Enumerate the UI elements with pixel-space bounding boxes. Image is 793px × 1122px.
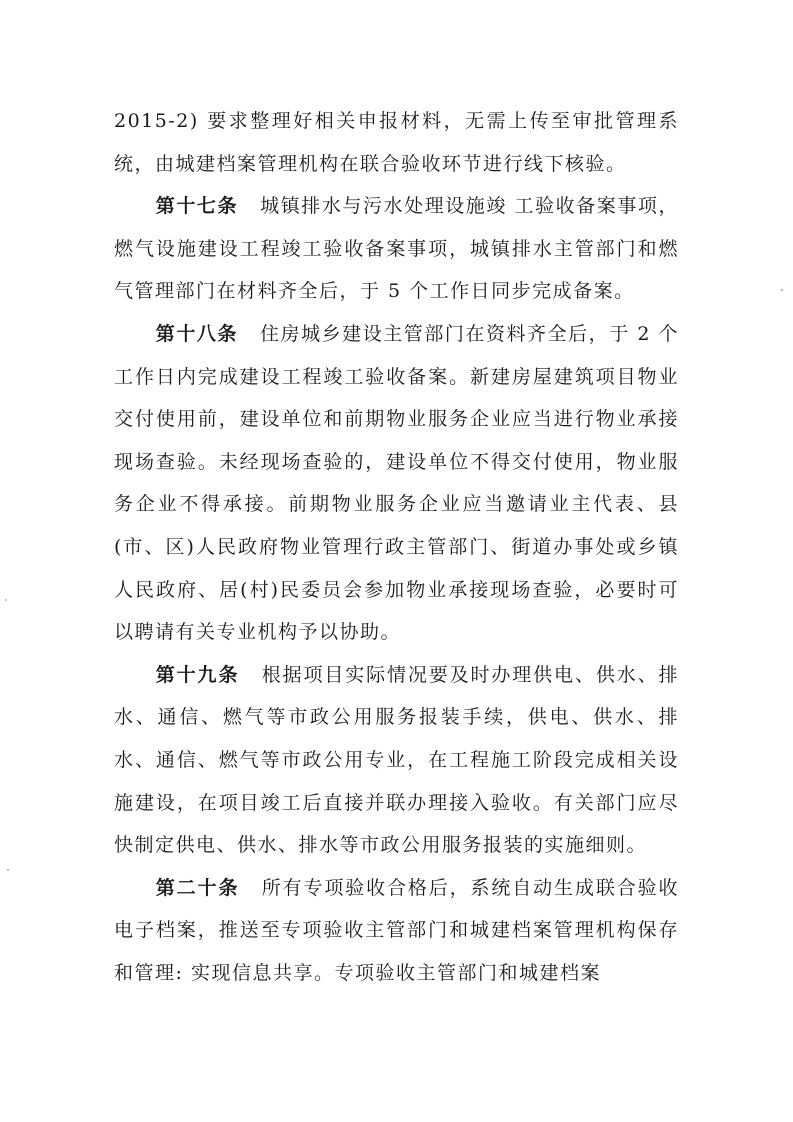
- article-heading: 第十八条: [155, 322, 238, 345]
- article-20: [114, 867, 679, 995]
- paragraph-text: 2015-2) 要求整理好相关申报材料，无需上传至审批管理系统，由城建档案管理机构在联合验收环节进行线下核验。: [114, 110, 679, 175]
- scan-speck: [5, 599, 7, 601]
- article-18: [114, 313, 679, 654]
- article-text: 住房城乡建设主管部门在资料齐全后，于 2 个工作日内完成建设工程竣工验收备案。新建房屋建筑项目物业交付使用前，建设单位和前期物业服务企业应当进行物业承接现场查验。未经现场查验的，建设单位不得交付使用，物业服务企业不得承接。前期物业服务企业应当邀请业主代表、县(市、区)人民政府物业管理行政主管部门、街道办事处或乡镇人民政府、居(村)民委员会参加物业承接现场查验，必要时可以聘请有关专业机构予以协助。: [114, 322, 679, 644]
- article-17: [114, 185, 679, 313]
- article-text: 所有专项验收合格后，系统自动生成联合验收电子档案，推送至专项验收主管部门和城建档案管理机构保存和管理: 实现信息共享。专项验收主管部门和城建档案: [114, 876, 679, 984]
- article-heading: 第十七条: [155, 195, 239, 218]
- article-heading: 第十九条: [155, 663, 240, 686]
- article-heading: 第二十条: [155, 876, 240, 899]
- article-text: 城镇排水与污水处理设施竣 工验收备案事项，燃气设施建设工程竣工验收备案事项，城镇排水主管部门和燃气管理部门在材料齐全后，于 5 个工作日同步完成备案。: [114, 195, 679, 303]
- article-text: 根据项目实际情况要及时办理供电、供水、排水、通信、燃气等市政公用服务报装手续，供电、供水、排水、通信、燃气等市政公用专业，在工程施工阶段完成相关设施建设，在项目竣工后直接并联办理接入验收。有关部门应尽快制定供电、供水、排水等市政公用服务报装的实施细则。: [114, 663, 679, 857]
- document-body: [114, 100, 679, 994]
- scan-speck: [7, 869, 10, 872]
- scan-speck: [781, 289, 783, 291]
- paragraph-continuation: [114, 100, 679, 185]
- article-19: [114, 654, 679, 867]
